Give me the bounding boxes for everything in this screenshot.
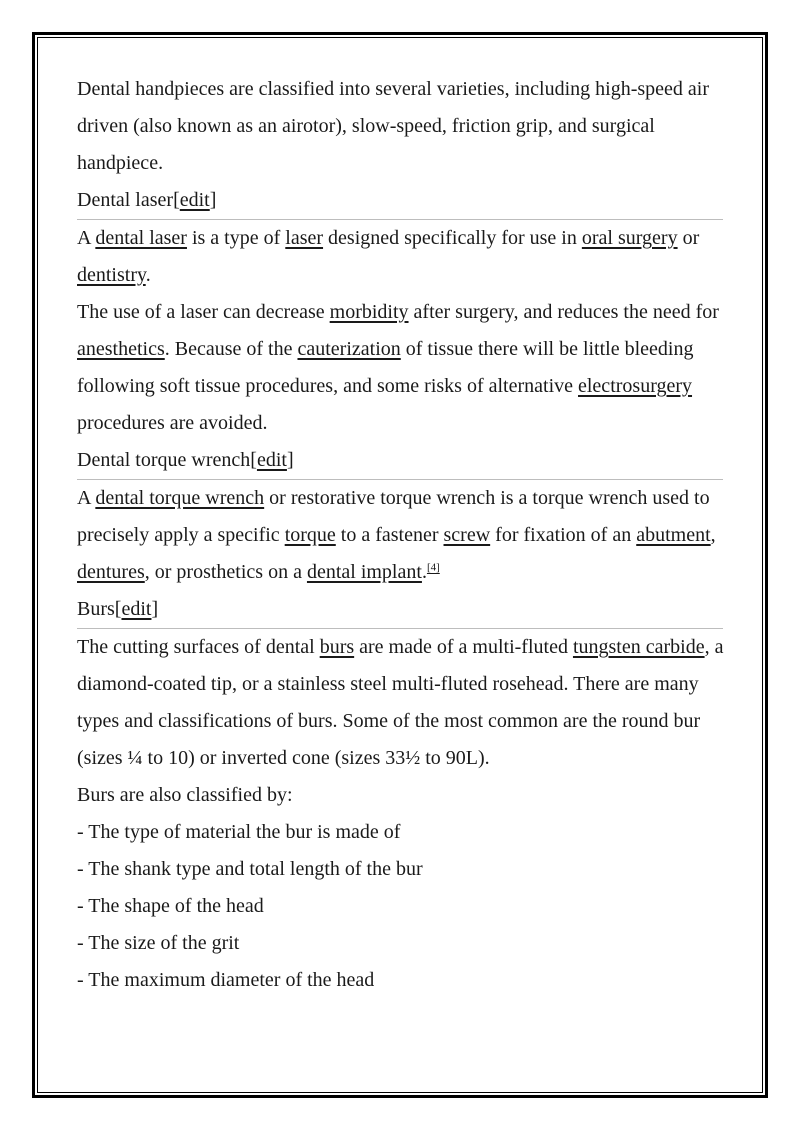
link-laser[interactable]: laser: [285, 227, 324, 249]
edit-link-burs[interactable]: edit: [121, 598, 152, 620]
link-dentures[interactable]: dentures: [77, 561, 145, 583]
link-dental-torque-wrench[interactable]: dental torque wrench: [95, 487, 265, 509]
link-morbidity[interactable]: morbidity: [329, 301, 409, 323]
document-body: [77, 71, 727, 999]
text-run: or restorative torque wrench is a torque wrench used to precisely apply a specific: [77, 487, 710, 546]
text-run: or: [677, 227, 700, 249]
laser-paragraph-2: [77, 294, 727, 442]
text-run: are made of a multi-fluted: [354, 636, 573, 658]
list-item: - The maximum diameter of the head: [77, 969, 375, 991]
link-anesthetics[interactable]: anesthetics: [77, 338, 165, 360]
link-abutment[interactable]: abutment: [636, 524, 711, 546]
text-run: for fixation of an: [490, 524, 637, 546]
burs-paragraph-2: Burs are also classified by:: [77, 784, 293, 806]
heading-dental-torque-wrench-text: Dental torque wrench: [77, 449, 251, 471]
text-run: The cutting surfaces of dental: [77, 636, 320, 658]
text-run: after surgery, and reduces the need for: [408, 301, 719, 323]
link-cauterization[interactable]: cauterization: [297, 338, 401, 360]
text-run: . Because of the: [164, 338, 298, 360]
text-run: A: [77, 227, 96, 249]
torque-paragraph-1: [77, 480, 727, 591]
link-dental-implant[interactable]: dental implant: [306, 561, 422, 583]
text-run: ,: [710, 524, 716, 546]
heading-dental-laser: Dental laser[edit]: [77, 182, 723, 220]
link-dentistry[interactable]: dentistry: [77, 264, 146, 286]
heading-burs-text: Burs: [77, 598, 115, 620]
burs-paragraph-1: [77, 629, 727, 777]
list-item: - The type of material the bur is made of: [77, 821, 401, 843]
text-run: , or prosthetics on a: [144, 561, 307, 583]
heading-burs: Burs[edit]: [77, 591, 723, 629]
text-run: designed specifically for use in: [323, 227, 582, 249]
list-item: - The size of the grit: [77, 932, 240, 954]
heading-dental-torque-wrench: Dental torque wrench[edit]: [77, 442, 723, 480]
heading-dental-laser-text: Dental laser: [77, 189, 174, 211]
reference-4-link[interactable]: [4]: [426, 561, 440, 574]
link-tungsten-carbide[interactable]: tungsten carbide: [572, 636, 705, 658]
list-item: - The shape of the head: [77, 895, 264, 917]
list-item: - The shank type and total length of the bur: [77, 858, 423, 880]
text-run: .: [145, 264, 151, 286]
link-oral-surgery[interactable]: oral surgery: [581, 227, 678, 249]
edit-link-dental-laser[interactable]: edit: [179, 189, 210, 211]
text-run: is a type of: [186, 227, 286, 249]
intro-paragraph: Dental handpieces are classified into several varieties, including high-speed air driven (also known as an airotor), slow-speed, friction grip, and surgical handpiece.: [77, 78, 709, 174]
text-run: .: [421, 561, 427, 583]
text-run: The use of a laser can decrease: [77, 301, 330, 323]
laser-paragraph-1: [77, 220, 727, 294]
text-run: procedures are avoided.: [77, 412, 268, 434]
link-torque[interactable]: torque: [284, 524, 336, 546]
link-burs[interactable]: burs: [319, 636, 355, 658]
link-screw[interactable]: screw: [443, 524, 491, 546]
text-run: , a diamond-coated tip, or a stainless steel multi-fluted rosehead. There are many types and classifications of burs. Some of the most common are the round bur (sizes ¼ to 10) or inverted cone (sizes 33½ to 90L).: [77, 636, 724, 769]
link-dental-laser[interactable]: dental laser: [95, 227, 187, 249]
edit-link-dental-torque-wrench[interactable]: edit: [256, 449, 287, 471]
link-electrosurgery[interactable]: electrosurgery: [578, 375, 693, 397]
text-run: of tissue there will be little bleeding following soft tissue procedures, and some risks of alternative: [77, 338, 694, 397]
text-run: A: [77, 487, 96, 509]
text-run: to a fastener: [335, 524, 444, 546]
